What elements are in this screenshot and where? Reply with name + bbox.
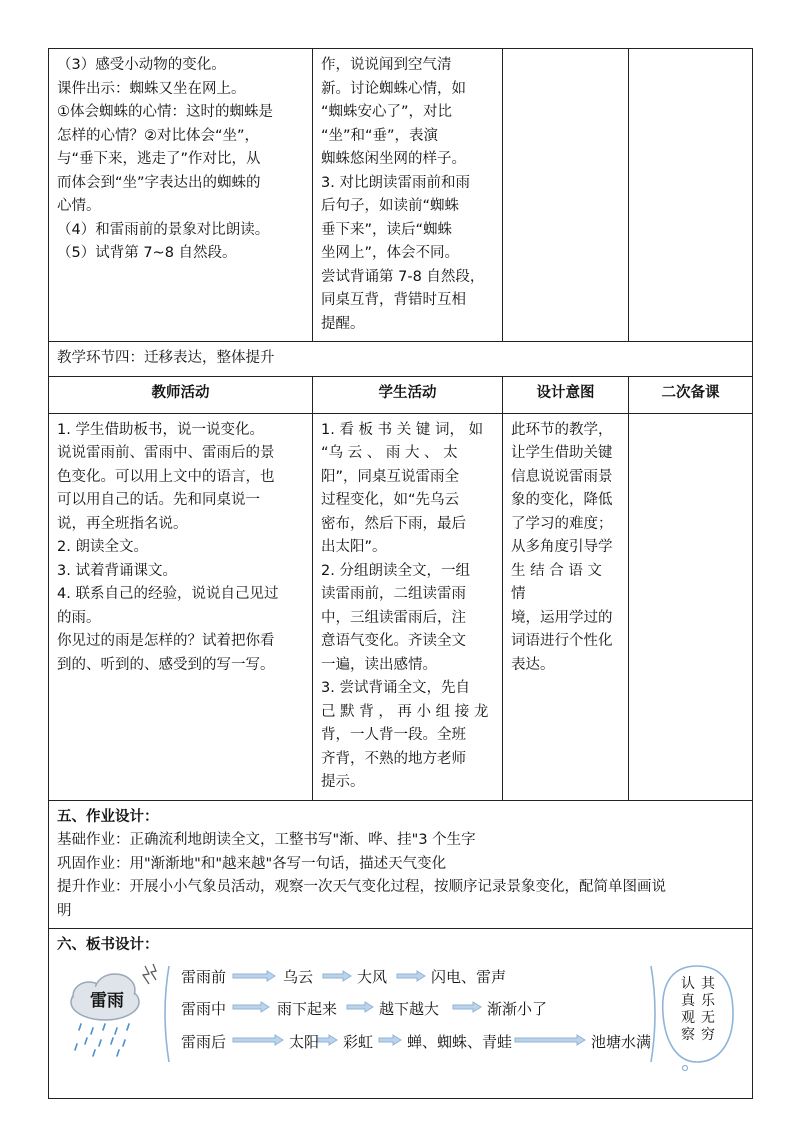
text-line: 坐网上”，体会不同。 (321, 245, 460, 261)
text-line: 2. 分组朗读全文，一组 (321, 562, 470, 579)
text-line: 3. 尝试背诵全文，先自 (321, 680, 470, 696)
text-line: 3. 对比朗读雷雨前和雨 (321, 174, 470, 191)
board-item: 彩虹 (343, 1032, 374, 1051)
text-line: 象的变化，降低 (511, 492, 613, 508)
homework-consolidate: 巩固作业：用"渐渐地"和"越来越"各写一句话，描述天气变化 (57, 855, 447, 872)
text-line: 出太阳”。 (321, 539, 387, 555)
section4-title: 教学环节四：迁移表达，整体提升 (49, 342, 753, 377)
board-item: 雨下起来 (277, 999, 338, 1018)
board-item: 越下越大 (379, 999, 440, 1018)
section4-body-row (49, 413, 753, 800)
board-item: 闪电、雷声 (431, 967, 507, 986)
text-line: 一遍，读出感情。 (321, 656, 437, 673)
bubble-text-right: 其乐无穷 (701, 975, 715, 1043)
design-intent-cell (503, 413, 629, 800)
stage-after: 雷雨后 (181, 1032, 227, 1051)
text-line: （3）感受小动物的变化。 (57, 57, 226, 73)
text-line: 读雷雨前，二组读雷雨 (321, 586, 466, 602)
text-line: 与“垂下来，逃走了”作对比，从 (57, 151, 261, 167)
homework-basic: 基础作业：正确流利地朗读全文，工整书写"渐、哗、挂"3 个生字 (57, 832, 476, 848)
text-line: 作，说说闻到空气清 (321, 57, 452, 73)
text-line: 过程变化，如“先乌云 (321, 492, 460, 508)
left-bracket (165, 966, 169, 1062)
text-line: “蜘蛛安心了”，对比 (321, 104, 453, 120)
cloud-label: 雷雨 (90, 990, 124, 1011)
text-line: 说说雷雨前、雷雨中、雷雨后的景 (57, 445, 275, 461)
text-line: 到的、听到的、感受到的写一写。 (57, 656, 275, 673)
text-line: 2. 朗读全文。 (57, 539, 148, 555)
stage-before: 雷雨前 (181, 967, 227, 986)
text-line: 怎样的心情？②对比体会“坐”， (57, 127, 260, 144)
text-line: 了学习的难度； (511, 515, 613, 532)
text-line: 境，运用学过的 (511, 609, 613, 626)
design-intent-cell (503, 49, 629, 342)
board-item: 大风 (357, 967, 388, 986)
text-line: 表达。 (511, 656, 555, 673)
text-line: 后句子，如读前“蜘蛛 (321, 198, 460, 214)
teacher-activity-cell (49, 413, 313, 800)
header-backup: 二次备课 (629, 376, 753, 413)
text-line: 生 结 合 语 文 情 (511, 562, 602, 602)
section4-title-row (49, 342, 753, 377)
text-line: 提醒。 (321, 315, 365, 332)
text-line: 可以用自己的话。先和同桌说一 (57, 492, 260, 508)
text-line: 信息说说雷雨景 (511, 468, 613, 485)
right-bracket (651, 966, 655, 1062)
board-item: 蝉、蜘蛛、青蛙 (407, 1032, 513, 1051)
text-line: 意语气变化。齐读全文 (321, 633, 466, 649)
text-line: 让学生借助关键 (511, 445, 613, 461)
header-teacher: 教师活动 (49, 376, 313, 413)
board-design-cell (49, 929, 753, 1099)
text-line: 的雨。 (57, 609, 101, 626)
text-line: 密布，然后下雨，最后 (321, 515, 466, 532)
rain-icon (75, 1024, 129, 1056)
text-line: 提示。 (321, 774, 365, 790)
text-line: 此环节的教学， (511, 421, 613, 438)
text-line: 1. 看 板 书 关 键 词， 如 (321, 421, 484, 438)
student-activity-cell (313, 413, 503, 800)
text-line: “乌 云 、 雨 大 、 太 (321, 445, 458, 461)
text-line: 词语进行个性化 (511, 633, 613, 649)
text-line: （4）和雷雨前的景象对比朗读。 (57, 221, 270, 238)
text-line: 蜘蛛悠闲坐网的样子。 (321, 151, 466, 167)
header-student: 学生活动 (313, 376, 503, 413)
stage-during: 雷雨中 (181, 999, 227, 1018)
lesson-plan-page (48, 48, 752, 1099)
text-line: 齐背，不熟的地方老师 (321, 750, 466, 767)
thought-bubble (663, 966, 733, 1062)
text-line: 色变化。可以用上文中的语言，也 (57, 468, 275, 485)
board-design-title: 六、板书设计： (57, 937, 159, 953)
board-item: 乌云 (283, 967, 314, 986)
text-line: 说，再全班指名说。 (57, 515, 188, 532)
text-line: 1. 学生借助板书，说一说变化。 (57, 421, 264, 438)
homework-advanced: 提升作业：开展小小气象员活动，观察一次天气变化过程，按顺序记录景象变化，配简单图画说 (57, 879, 666, 895)
board-item: 渐渐小了 (487, 999, 548, 1018)
board-item: 太阳 (289, 1032, 320, 1051)
teacher-activity-cell (49, 49, 313, 342)
homework-row (49, 800, 753, 929)
text-line: 新。讨论蜘蛛心情，如 (321, 80, 466, 97)
bubble-text-left: 认真观察 (681, 975, 695, 1043)
text-line: 阳”，同桌互说雷雨全 (321, 468, 460, 485)
text-line: 4. 联系自己的经验，说说自己见过 (57, 586, 279, 602)
text-line: ①体会蜘蛛的心情：这时的蜘蛛是 (57, 104, 273, 120)
homework-cell (49, 800, 753, 929)
homework-advanced-cont: 明 (57, 902, 72, 919)
text-line: 中，三组读雷雨后，注 (321, 609, 466, 626)
board-design-row (49, 929, 753, 1099)
text-line: 3. 试着背诵课文。 (57, 562, 177, 579)
text-line: 己 默 背 ， 再 小 组 接 龙 (321, 703, 489, 720)
second-prep-cell (629, 49, 753, 342)
header-row (49, 376, 753, 413)
text-line: （5）试背第 7~8 自然段。 (57, 245, 237, 261)
text-line: 尝试背诵第 7-8 自然段， (321, 268, 485, 285)
second-prep-cell (629, 413, 753, 800)
text-line: 而体会到“坐”字表达出的蜘蛛的 (57, 174, 261, 191)
homework-title: 五、作业设计： (57, 808, 159, 825)
text-line: 垂下来”，读后“蜘蛛 (321, 221, 453, 238)
text-line: 课件出示：蜘蛛又坐在网上。 (57, 80, 246, 97)
text-line: 心情。 (57, 198, 101, 214)
board-diagram (57, 958, 744, 1093)
text-line: “坐”和“垂”，表演 (321, 127, 439, 144)
text-line: 背，一人背一段。全班 (321, 727, 466, 743)
board-item: 池塘水满 (591, 1032, 652, 1051)
header-design: 设计意图 (503, 376, 629, 413)
student-activity-cell (313, 49, 503, 342)
text-line: 从多角度引导学 (511, 539, 613, 555)
continuation-row (49, 49, 753, 342)
lesson-plan-table (48, 48, 753, 1099)
text-line: 你见过的雨是怎样的？试着把你看 (57, 633, 275, 649)
text-line: 同桌互背，背错时互相 (321, 292, 466, 308)
